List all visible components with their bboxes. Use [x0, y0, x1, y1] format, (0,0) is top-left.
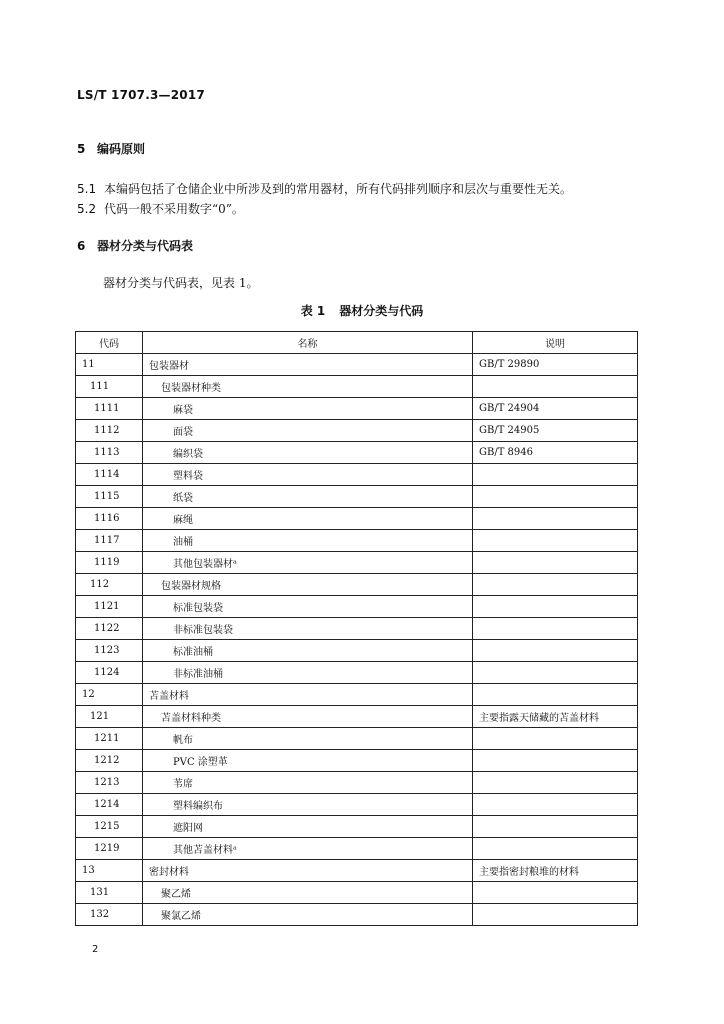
row-desc: 主要指密封粮堆的材料: [473, 860, 638, 882]
table-row: [76, 596, 638, 618]
row-desc: [473, 904, 638, 926]
row-desc: GB/T 24904: [473, 398, 638, 420]
row-name: 塑料编织布: [143, 794, 473, 816]
row-desc: [473, 794, 638, 816]
header-name: 名称: [143, 332, 473, 354]
section-6-intro: 器材分类与代码表，见表 1。: [103, 276, 259, 290]
table-row: [76, 420, 638, 442]
table-row: [76, 442, 638, 464]
row-name: 麻绳: [143, 508, 473, 530]
row-code: 1112: [76, 420, 143, 442]
table-row: [76, 618, 638, 640]
row-name: 其他包装器材ᵃ: [143, 552, 473, 574]
clause-5-1: [77, 180, 572, 197]
row-desc: GB/T 24905: [473, 420, 638, 442]
table-row: [76, 464, 638, 486]
row-code: 131: [76, 882, 143, 904]
row-name: 聚氯乙烯: [143, 904, 473, 926]
clause-5-2-number: 5.2: [77, 202, 97, 216]
row-name: 面袋: [143, 420, 473, 442]
table-row: [76, 508, 638, 530]
row-code: 132: [76, 904, 143, 926]
table-row: [76, 860, 638, 882]
row-name: 包装器材: [143, 354, 473, 376]
row-code: 13: [76, 860, 143, 882]
row-desc: GB/T 29890: [473, 354, 638, 376]
row-desc: [473, 882, 638, 904]
section-5-title: 编码原则: [97, 142, 146, 156]
table-row: [76, 354, 638, 376]
row-code: 1115: [76, 486, 143, 508]
row-code: 1219: [76, 838, 143, 860]
row-code: 1113: [76, 442, 143, 464]
row-name: 标准油桶: [143, 640, 473, 662]
table-row: [76, 838, 638, 860]
table-row: [76, 706, 638, 728]
row-code: 1116: [76, 508, 143, 530]
row-code: 121: [76, 706, 143, 728]
table-row: [76, 486, 638, 508]
classification-table: [75, 331, 638, 926]
row-name: PVC 涂塑革: [143, 750, 473, 772]
row-code: 1215: [76, 816, 143, 838]
row-desc: [473, 618, 638, 640]
table-row: [76, 904, 638, 926]
table-row: [76, 794, 638, 816]
row-desc: [473, 464, 638, 486]
row-code: 1111: [76, 398, 143, 420]
row-desc: [473, 508, 638, 530]
row-desc: [473, 662, 638, 684]
table-row: [76, 640, 638, 662]
table-row: [76, 772, 638, 794]
row-desc: [473, 530, 638, 552]
table-row: [76, 728, 638, 750]
row-name: 标准包装袋: [143, 596, 473, 618]
row-code: 112: [76, 574, 143, 596]
section-6-title: 器材分类与代码表: [97, 239, 194, 253]
table-row: [76, 530, 638, 552]
row-desc: [473, 728, 638, 750]
row-code: 1212: [76, 750, 143, 772]
row-desc: [473, 640, 638, 662]
clause-5-2-text: 代码一般不采用数字“0”。: [104, 202, 244, 216]
row-code: 1123: [76, 640, 143, 662]
row-name: 非标准包装袋: [143, 618, 473, 640]
row-name: 聚乙烯: [143, 882, 473, 904]
row-code: 1211: [76, 728, 143, 750]
section-6-number: 6: [77, 239, 86, 253]
row-desc: 主要指露天储藏的苫盖材料: [473, 706, 638, 728]
row-name: 包装器材种类: [143, 376, 473, 398]
row-code: 1124: [76, 662, 143, 684]
row-code: 1214: [76, 794, 143, 816]
row-desc: GB/T 8946: [473, 442, 638, 464]
table-row: [76, 574, 638, 596]
row-code: 1119: [76, 552, 143, 574]
table-header-row: [76, 332, 638, 354]
row-desc: [473, 596, 638, 618]
row-name: 非标准油桶: [143, 662, 473, 684]
row-name: 麻袋: [143, 398, 473, 420]
clause-5-1-text: 本编码包括了仓储企业中所涉及到的常用器材，所有代码排列顺序和层次与重要性无关。: [104, 182, 573, 196]
row-desc: [473, 486, 638, 508]
row-desc: [473, 574, 638, 596]
table-row: [76, 376, 638, 398]
row-desc: [473, 816, 638, 838]
section-5-number: 5: [77, 142, 86, 156]
standard-code: LS/T 1707.3—2017: [77, 88, 205, 102]
row-name: 苫盖材料种类: [143, 706, 473, 728]
header-desc: 说明: [473, 332, 638, 354]
clause-5-1-number: 5.1: [77, 182, 97, 196]
row-name: 油桶: [143, 530, 473, 552]
row-code: 1121: [76, 596, 143, 618]
row-name: 包装器材规格: [143, 574, 473, 596]
table-body: [76, 354, 638, 926]
row-name: 塑料袋: [143, 464, 473, 486]
table-caption-title: 器材分类与代码: [339, 304, 424, 318]
row-name: 苇席: [143, 772, 473, 794]
clause-5-2: [77, 200, 244, 217]
row-desc: [473, 376, 638, 398]
row-name: 其他苫盖材料ᵃ: [143, 838, 473, 860]
row-name: 编织袋: [143, 442, 473, 464]
section-6-heading: [77, 237, 193, 254]
table-row: [76, 398, 638, 420]
table-caption-label: 表 1: [300, 304, 326, 318]
row-name: 遮阳网: [143, 816, 473, 838]
row-name: 纸袋: [143, 486, 473, 508]
table-row: [76, 882, 638, 904]
row-code: 1117: [76, 530, 143, 552]
row-code: 111: [76, 376, 143, 398]
table-row: [76, 662, 638, 684]
row-desc: [473, 684, 638, 706]
row-name: 帆布: [143, 728, 473, 750]
table-row: [76, 750, 638, 772]
page-number: 2: [92, 944, 99, 955]
row-desc: [473, 772, 638, 794]
table-row: [76, 552, 638, 574]
row-code: 1213: [76, 772, 143, 794]
row-name: 密封材料: [143, 860, 473, 882]
row-desc: [473, 552, 638, 574]
row-desc: [473, 750, 638, 772]
row-code: 11: [76, 354, 143, 376]
row-desc: [473, 838, 638, 860]
row-code: 1114: [76, 464, 143, 486]
section-5-heading: [77, 140, 145, 157]
row-code: 12: [76, 684, 143, 706]
table-row: [76, 684, 638, 706]
table-row: [76, 816, 638, 838]
row-code: 1122: [76, 618, 143, 640]
table-caption: [0, 302, 724, 319]
header-code: 代码: [76, 332, 143, 354]
row-name: 苫盖材料: [143, 684, 473, 706]
